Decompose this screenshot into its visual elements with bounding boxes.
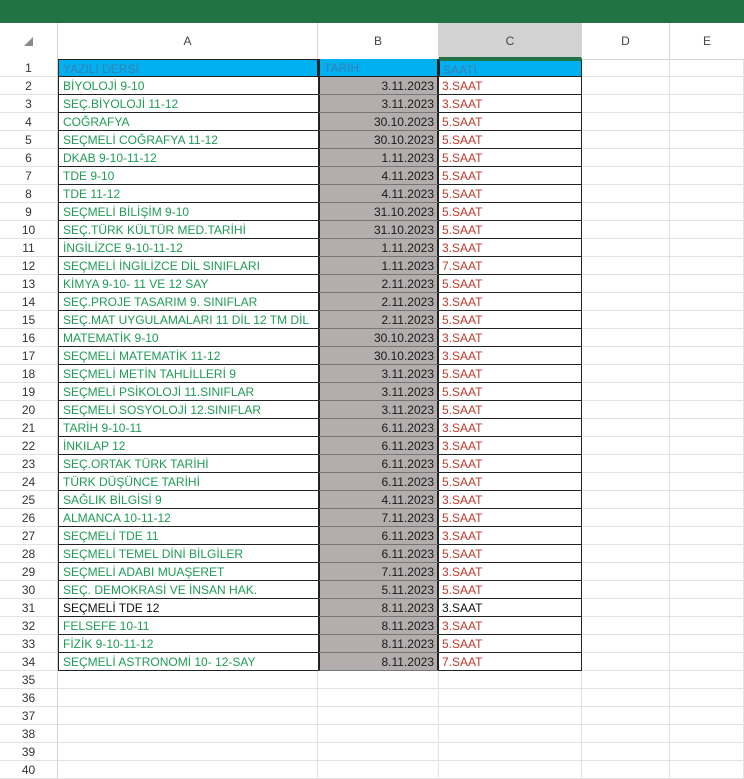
empty-cell[interactable] xyxy=(582,185,670,203)
exam-date-cell[interactable]: 8.11.2023 xyxy=(318,599,439,617)
empty-row xyxy=(0,671,744,689)
exam-hour-cell[interactable]: 5.SAAT xyxy=(439,545,582,563)
exam-name-cell[interactable]: SEÇMELİ ADABI MUAŞERET xyxy=(58,563,318,581)
empty-cell[interactable] xyxy=(670,347,744,365)
header-cell-date[interactable]: TARİH xyxy=(318,59,439,77)
table-row xyxy=(0,563,744,581)
empty-cell[interactable] xyxy=(582,95,670,113)
exam-date-cell[interactable]: 6.11.2023 xyxy=(318,455,439,473)
empty-cell[interactable] xyxy=(582,509,670,527)
empty-row xyxy=(0,689,744,707)
table-row xyxy=(0,239,744,257)
column-header-b[interactable]: B xyxy=(318,23,439,59)
table-row xyxy=(0,383,744,401)
column-header-a[interactable]: A xyxy=(58,23,318,59)
exam-date-cell[interactable]: 6.11.2023 xyxy=(318,527,439,545)
exam-name-cell[interactable]: SEÇMELİ TDE 11 xyxy=(58,527,318,545)
exam-name-cell[interactable]: TÜRK DÜŞÜNCE TARİHİ xyxy=(58,473,318,491)
header-cell-hour[interactable]: SAATİ xyxy=(439,59,582,77)
table-row xyxy=(0,437,744,455)
empty-cell[interactable] xyxy=(582,77,670,95)
row-header[interactable]: 14 xyxy=(0,293,58,311)
row-header[interactable]: 31 xyxy=(0,599,58,617)
exam-name-cell[interactable]: KİMYA 9-10- 11 VE 12 SAY xyxy=(58,275,318,293)
exam-name-cell[interactable]: SEÇMELİ TEMEL DİNİ BİLGİLER xyxy=(58,545,318,563)
exam-hour-cell[interactable]: 3.SAAT xyxy=(439,239,582,257)
empty-cell[interactable] xyxy=(670,635,744,653)
exam-hour-cell[interactable]: 5.SAAT xyxy=(439,635,582,653)
exam-date-cell[interactable]: 8.11.2023 xyxy=(318,617,439,635)
empty-cell[interactable] xyxy=(670,311,744,329)
empty-cell[interactable] xyxy=(439,761,582,779)
empty-cell[interactable] xyxy=(318,743,439,761)
empty-cell[interactable] xyxy=(670,545,744,563)
table-row xyxy=(0,617,744,635)
row-header[interactable]: 5 xyxy=(0,131,58,149)
empty-cell[interactable] xyxy=(670,257,744,275)
table-row xyxy=(0,653,744,671)
empty-cell[interactable] xyxy=(58,671,318,689)
column-header-d[interactable]: D xyxy=(582,23,670,59)
row-header[interactable]: 33 xyxy=(0,635,58,653)
exam-hour-cell[interactable]: 3.SAAT xyxy=(439,419,582,437)
exam-date-cell[interactable]: 3.11.2023 xyxy=(318,401,439,419)
exam-name-cell[interactable]: SEÇMELİ METİN TAHLİLLERİ 9 xyxy=(58,365,318,383)
exam-hour-cell[interactable]: 3.SAAT xyxy=(439,95,582,113)
exam-hour-cell[interactable]: 5.SAAT xyxy=(439,275,582,293)
empty-cell[interactable] xyxy=(670,185,744,203)
empty-row xyxy=(0,707,744,725)
exam-name-cell[interactable]: SEÇ. DEMOKRASİ VE İNSAN HAK. xyxy=(58,581,318,599)
row-header[interactable]: 4 xyxy=(0,113,58,131)
exam-hour-cell[interactable]: 5.SAAT xyxy=(439,131,582,149)
empty-cell[interactable] xyxy=(582,383,670,401)
exam-date-cell[interactable]: 6.11.2023 xyxy=(318,419,439,437)
exam-date-cell[interactable]: 30.10.2023 xyxy=(318,113,439,131)
table-row xyxy=(0,149,744,167)
empty-cell[interactable] xyxy=(582,473,670,491)
exam-name-cell[interactable]: TDE 11-12 xyxy=(58,185,318,203)
empty-cell[interactable] xyxy=(670,509,744,527)
empty-cell[interactable] xyxy=(582,743,670,761)
row-header[interactable]: 22 xyxy=(0,437,58,455)
exam-hour-cell[interactable]: 3.SAAT xyxy=(439,347,582,365)
exam-hour-cell[interactable]: 3.SAAT xyxy=(439,599,582,617)
table-row xyxy=(0,347,744,365)
empty-cell[interactable] xyxy=(582,131,670,149)
empty-cell[interactable] xyxy=(670,563,744,581)
empty-cell[interactable] xyxy=(670,77,744,95)
exam-name-cell[interactable]: TARİH 9-10-11 xyxy=(58,419,318,437)
row-header[interactable]: 11 xyxy=(0,239,58,257)
exam-date-cell[interactable]: 31.10.2023 xyxy=(318,221,439,239)
exam-name-cell[interactable]: BİYOLOJİ 9-10 xyxy=(58,77,318,95)
exam-date-cell[interactable]: 3.11.2023 xyxy=(318,365,439,383)
empty-cell[interactable] xyxy=(670,491,744,509)
table-row xyxy=(0,473,744,491)
empty-cell[interactable] xyxy=(582,581,670,599)
row-header[interactable]: 32 xyxy=(0,617,58,635)
exam-date-cell[interactable]: 8.11.2023 xyxy=(318,635,439,653)
table-row xyxy=(0,311,744,329)
table-row xyxy=(0,221,744,239)
empty-cell[interactable] xyxy=(582,653,670,671)
empty-cell[interactable] xyxy=(670,527,744,545)
table-row xyxy=(0,131,744,149)
row-header[interactable]: 17 xyxy=(0,347,58,365)
exam-date-cell[interactable]: 3.11.2023 xyxy=(318,383,439,401)
exam-date-cell[interactable]: 3.11.2023 xyxy=(318,77,439,95)
exam-date-cell[interactable]: 7.11.2023 xyxy=(318,509,439,527)
empty-cell[interactable] xyxy=(582,149,670,167)
exam-hour-cell[interactable]: 5.SAAT xyxy=(439,383,582,401)
table-row xyxy=(0,419,744,437)
row-header[interactable]: 16 xyxy=(0,329,58,347)
exam-hour-cell[interactable]: 3.SAAT xyxy=(439,293,582,311)
select-all-corner[interactable] xyxy=(0,23,58,59)
row-header[interactable]: 28 xyxy=(0,545,58,563)
exam-date-cell[interactable]: 2.11.2023 xyxy=(318,311,439,329)
empty-cell[interactable] xyxy=(582,725,670,743)
exam-name-cell[interactable]: SEÇ.MAT UYGULAMALARI 11 DİL 12 TM DİL xyxy=(58,311,318,329)
empty-cell[interactable] xyxy=(670,473,744,491)
row-header[interactable]: 29 xyxy=(0,563,58,581)
exam-hour-cell[interactable]: 5.SAAT xyxy=(439,473,582,491)
empty-cell[interactable] xyxy=(582,455,670,473)
exam-name-cell[interactable]: COĞRAFYA xyxy=(58,113,318,131)
exam-hour-cell[interactable]: 5.SAAT xyxy=(439,455,582,473)
empty-cell[interactable] xyxy=(670,383,744,401)
exam-date-cell[interactable]: 8.11.2023 xyxy=(318,653,439,671)
exam-name-cell[interactable]: SAĞLIK BİLGİSİ 9 xyxy=(58,491,318,509)
exam-hour-cell[interactable]: 5.SAAT xyxy=(439,221,582,239)
exam-date-cell[interactable]: 1.11.2023 xyxy=(318,149,439,167)
empty-cell[interactable] xyxy=(439,671,582,689)
empty-cell[interactable] xyxy=(582,545,670,563)
empty-cell[interactable] xyxy=(670,743,744,761)
empty-cell[interactable] xyxy=(582,635,670,653)
empty-cell[interactable] xyxy=(582,167,670,185)
exam-hour-cell[interactable]: 5.SAAT xyxy=(439,365,582,383)
empty-cell[interactable] xyxy=(670,455,744,473)
exam-name-cell[interactable]: SEÇMELİ ASTRONOMİ 10- 12-SAY xyxy=(58,653,318,671)
row-header[interactable]: 21 xyxy=(0,419,58,437)
empty-cell[interactable] xyxy=(670,95,744,113)
empty-cell[interactable] xyxy=(670,707,744,725)
exam-hour-cell[interactable]: 5.SAAT xyxy=(439,149,582,167)
exam-name-cell[interactable]: MATEMATİK 9-10 xyxy=(58,329,318,347)
table-row xyxy=(0,95,744,113)
exam-name-cell[interactable]: ALMANCA 10-11-12 xyxy=(58,509,318,527)
exam-date-cell[interactable]: 30.10.2023 xyxy=(318,329,439,347)
column-header-c[interactable]: C xyxy=(439,23,582,59)
empty-cell[interactable] xyxy=(582,671,670,689)
exam-hour-cell[interactable]: 5.SAAT xyxy=(439,509,582,527)
ribbon-bar xyxy=(0,0,744,23)
empty-cell[interactable] xyxy=(670,653,744,671)
exam-date-cell[interactable]: 4.11.2023 xyxy=(318,491,439,509)
empty-cell[interactable] xyxy=(582,311,670,329)
empty-cell[interactable] xyxy=(670,761,744,779)
empty-cell[interactable] xyxy=(670,671,744,689)
row-header[interactable]: 9 xyxy=(0,203,58,221)
empty-cell[interactable] xyxy=(318,725,439,743)
row-header[interactable]: 10 xyxy=(0,221,58,239)
empty-cell[interactable] xyxy=(582,689,670,707)
exam-name-cell[interactable]: SEÇMELİ BİLİŞİM 9-10 xyxy=(58,203,318,221)
table-row xyxy=(0,203,744,221)
select-all-triangle-icon xyxy=(24,37,33,46)
exam-date-cell[interactable]: 7.11.2023 xyxy=(318,563,439,581)
exam-hour-cell[interactable]: 5.SAAT xyxy=(439,113,582,131)
exam-name-cell[interactable]: DKAB 9-10-11-12 xyxy=(58,149,318,167)
table-row xyxy=(0,257,744,275)
table-row xyxy=(0,509,744,527)
exam-hour-cell[interactable]: 5.SAAT xyxy=(439,203,582,221)
empty-cell[interactable] xyxy=(670,293,744,311)
empty-cell[interactable] xyxy=(670,365,744,383)
row-header[interactable]: 8 xyxy=(0,185,58,203)
empty-cell[interactable] xyxy=(58,743,318,761)
empty-cell[interactable] xyxy=(670,419,744,437)
exam-name-cell[interactable]: SEÇMELİ COĞRAFYA 11-12 xyxy=(58,131,318,149)
row-header[interactable]: 2 xyxy=(0,77,58,95)
empty-cell[interactable] xyxy=(58,689,318,707)
row-header[interactable]: 25 xyxy=(0,491,58,509)
empty-cell[interactable] xyxy=(318,761,439,779)
row-header[interactable]: 15 xyxy=(0,311,58,329)
empty-cell[interactable] xyxy=(439,725,582,743)
column-header-bar xyxy=(0,23,744,60)
empty-row xyxy=(0,761,744,779)
empty-cell[interactable] xyxy=(582,761,670,779)
empty-cell[interactable] xyxy=(670,149,744,167)
row-header[interactable]: 24 xyxy=(0,473,58,491)
table-header-row xyxy=(0,59,744,77)
empty-cell[interactable] xyxy=(670,725,744,743)
table-row xyxy=(0,167,744,185)
exam-name-cell[interactable]: SEÇ.ORTAK TÜRK TARİHİ xyxy=(58,455,318,473)
empty-cell[interactable] xyxy=(582,365,670,383)
table-row xyxy=(0,113,744,131)
table-row xyxy=(0,581,744,599)
table-row xyxy=(0,491,744,509)
exam-date-cell[interactable]: 6.11.2023 xyxy=(318,437,439,455)
empty-cell[interactable] xyxy=(582,329,670,347)
table-row xyxy=(0,401,744,419)
exam-name-cell[interactable]: SEÇMELİ İNGİLİZCE DİL SINIFLARI xyxy=(58,257,318,275)
exam-name-cell[interactable]: SEÇMELİ MATEMATİK 11-12 xyxy=(58,347,318,365)
exam-date-cell[interactable]: 2.11.2023 xyxy=(318,275,439,293)
exam-hour-cell[interactable]: 3.SAAT xyxy=(439,491,582,509)
row-header[interactable]: 6 xyxy=(0,149,58,167)
exam-date-cell[interactable]: 3.11.2023 xyxy=(318,95,439,113)
empty-cell[interactable] xyxy=(318,707,439,725)
table-row xyxy=(0,77,744,95)
exam-date-cell[interactable]: 1.11.2023 xyxy=(318,257,439,275)
empty-cell[interactable] xyxy=(582,563,670,581)
empty-cell[interactable] xyxy=(582,203,670,221)
row-header[interactable]: 39 xyxy=(0,743,58,761)
exam-name-cell[interactable]: SEÇMELİ TDE 12 xyxy=(58,599,318,617)
row-header[interactable]: 35 xyxy=(0,671,58,689)
row-header[interactable]: 3 xyxy=(0,95,58,113)
empty-cell[interactable] xyxy=(670,113,744,131)
table-row xyxy=(0,185,744,203)
empty-cell[interactable] xyxy=(582,491,670,509)
row-header[interactable]: 20 xyxy=(0,401,58,419)
row-header[interactable]: 26 xyxy=(0,509,58,527)
row-header[interactable]: 34 xyxy=(0,653,58,671)
empty-cell[interactable] xyxy=(439,689,582,707)
row-header[interactable]: 18 xyxy=(0,365,58,383)
empty-cell[interactable] xyxy=(582,617,670,635)
exam-date-cell[interactable]: 2.11.2023 xyxy=(318,293,439,311)
empty-cell[interactable] xyxy=(670,59,744,77)
table-row xyxy=(0,527,744,545)
empty-cell[interactable] xyxy=(670,167,744,185)
empty-cell[interactable] xyxy=(582,419,670,437)
empty-cell[interactable] xyxy=(670,203,744,221)
exam-hour-cell[interactable]: 5.SAAT xyxy=(439,311,582,329)
row-header[interactable]: 30 xyxy=(0,581,58,599)
row-header[interactable]: 19 xyxy=(0,383,58,401)
exam-name-cell[interactable]: FELSEFE 10-11 xyxy=(58,617,318,635)
empty-cell[interactable] xyxy=(582,221,670,239)
table-row xyxy=(0,365,744,383)
exam-hour-cell[interactable]: 3.SAAT xyxy=(439,527,582,545)
header-cell-exam[interactable]: YAZILI DERSİ xyxy=(58,59,318,77)
exam-date-cell[interactable]: 5.11.2023 xyxy=(318,581,439,599)
empty-cell[interactable] xyxy=(58,761,318,779)
table-row xyxy=(0,329,744,347)
exam-name-cell[interactable]: TDE 9-10 xyxy=(58,167,318,185)
exam-name-cell[interactable]: FİZİK 9-10-11-12 xyxy=(58,635,318,653)
exam-name-cell[interactable]: İNKILAP 12 xyxy=(58,437,318,455)
exam-date-cell[interactable]: 6.11.2023 xyxy=(318,545,439,563)
exam-date-cell[interactable]: 6.11.2023 xyxy=(318,473,439,491)
column-header-e[interactable]: E xyxy=(702,34,711,48)
empty-cell[interactable] xyxy=(582,59,670,77)
empty-cell[interactable] xyxy=(58,707,318,725)
empty-cell[interactable] xyxy=(670,329,744,347)
empty-cell[interactable] xyxy=(670,131,744,149)
exam-name-cell[interactable]: SEÇ.PROJE TASARIM 9. SINIFLAR xyxy=(58,293,318,311)
exam-name-cell[interactable]: SEÇMELİ PSİKOLOJİ 11.SINIFLAR xyxy=(58,383,318,401)
empty-cell[interactable] xyxy=(439,743,582,761)
exam-date-cell[interactable]: 30.10.2023 xyxy=(318,131,439,149)
row-header[interactable]: 36 xyxy=(0,689,58,707)
empty-cell[interactable] xyxy=(582,347,670,365)
exam-hour-cell[interactable]: 5.SAAT xyxy=(439,581,582,599)
exam-name-cell[interactable]: SEÇMELİ SOSYOLOJİ 12.SINIFLAR xyxy=(58,401,318,419)
empty-cell[interactable] xyxy=(439,707,582,725)
table-row xyxy=(0,545,744,563)
empty-row xyxy=(0,725,744,743)
exam-name-cell[interactable]: İNGİLİZCE 9-10-11-12 xyxy=(58,239,318,257)
exam-date-cell[interactable]: 4.11.2023 xyxy=(318,185,439,203)
exam-name-cell[interactable]: SEÇ.TÜRK KÜLTÜR MED.TARİHİ xyxy=(58,221,318,239)
empty-cell[interactable] xyxy=(670,239,744,257)
row-header[interactable]: 23 xyxy=(0,455,58,473)
table-row xyxy=(0,599,744,617)
empty-cell[interactable] xyxy=(670,275,744,293)
table-row xyxy=(0,293,744,311)
empty-cell[interactable] xyxy=(582,599,670,617)
row-header[interactable]: 37 xyxy=(0,707,58,725)
exam-name-cell[interactable]: SEÇ.BİYOLOJİ 11-12 xyxy=(58,95,318,113)
empty-row xyxy=(0,743,744,761)
row-header[interactable]: 38 xyxy=(0,725,58,743)
empty-cell[interactable] xyxy=(582,293,670,311)
empty-cell[interactable] xyxy=(58,725,318,743)
exam-hour-cell[interactable]: 3.SAAT xyxy=(439,617,582,635)
row-header[interactable]: 12 xyxy=(0,257,58,275)
empty-cell[interactable] xyxy=(318,689,439,707)
table-row xyxy=(0,635,744,653)
table-row xyxy=(0,455,744,473)
empty-cell[interactable] xyxy=(582,401,670,419)
empty-cell[interactable] xyxy=(670,599,744,617)
exam-date-cell[interactable]: 1.11.2023 xyxy=(318,239,439,257)
exam-hour-cell[interactable]: 3.SAAT xyxy=(439,437,582,455)
empty-cell[interactable] xyxy=(670,689,744,707)
empty-cell[interactable] xyxy=(670,401,744,419)
empty-cell[interactable] xyxy=(582,527,670,545)
exam-hour-cell[interactable]: 3.SAAT xyxy=(439,563,582,581)
empty-cell[interactable] xyxy=(582,113,670,131)
exam-hour-cell[interactable]: 3.SAAT xyxy=(439,77,582,95)
empty-cell[interactable] xyxy=(582,257,670,275)
row-header[interactable]: 40 xyxy=(0,761,58,779)
exam-hour-cell[interactable]: 3.SAAT xyxy=(439,329,582,347)
exam-date-cell[interactable]: 30.10.2023 xyxy=(318,347,439,365)
empty-cell[interactable] xyxy=(582,275,670,293)
exam-hour-cell[interactable]: 5.SAAT xyxy=(439,185,582,203)
empty-cell[interactable] xyxy=(670,221,744,239)
exam-hour-cell[interactable]: 7.SAAT xyxy=(439,257,582,275)
row-header[interactable]: 7 xyxy=(0,167,58,185)
row-header[interactable]: 13 xyxy=(0,275,58,293)
empty-cell[interactable] xyxy=(670,581,744,599)
empty-cell[interactable] xyxy=(582,239,670,257)
exam-hour-cell[interactable]: 7.SAAT xyxy=(439,653,582,671)
row-header[interactable]: 1 xyxy=(0,59,58,77)
exam-date-cell[interactable]: 31.10.2023 xyxy=(318,203,439,221)
empty-cell[interactable] xyxy=(582,707,670,725)
exam-hour-cell[interactable]: 5.SAAT xyxy=(439,167,582,185)
exam-hour-cell[interactable]: 5.SAAT xyxy=(439,401,582,419)
empty-cell[interactable] xyxy=(670,437,744,455)
empty-cell[interactable] xyxy=(582,437,670,455)
table-row xyxy=(0,275,744,293)
row-header[interactable]: 27 xyxy=(0,527,58,545)
empty-cell[interactable] xyxy=(318,671,439,689)
exam-date-cell[interactable]: 4.11.2023 xyxy=(318,167,439,185)
empty-cell[interactable] xyxy=(670,617,744,635)
